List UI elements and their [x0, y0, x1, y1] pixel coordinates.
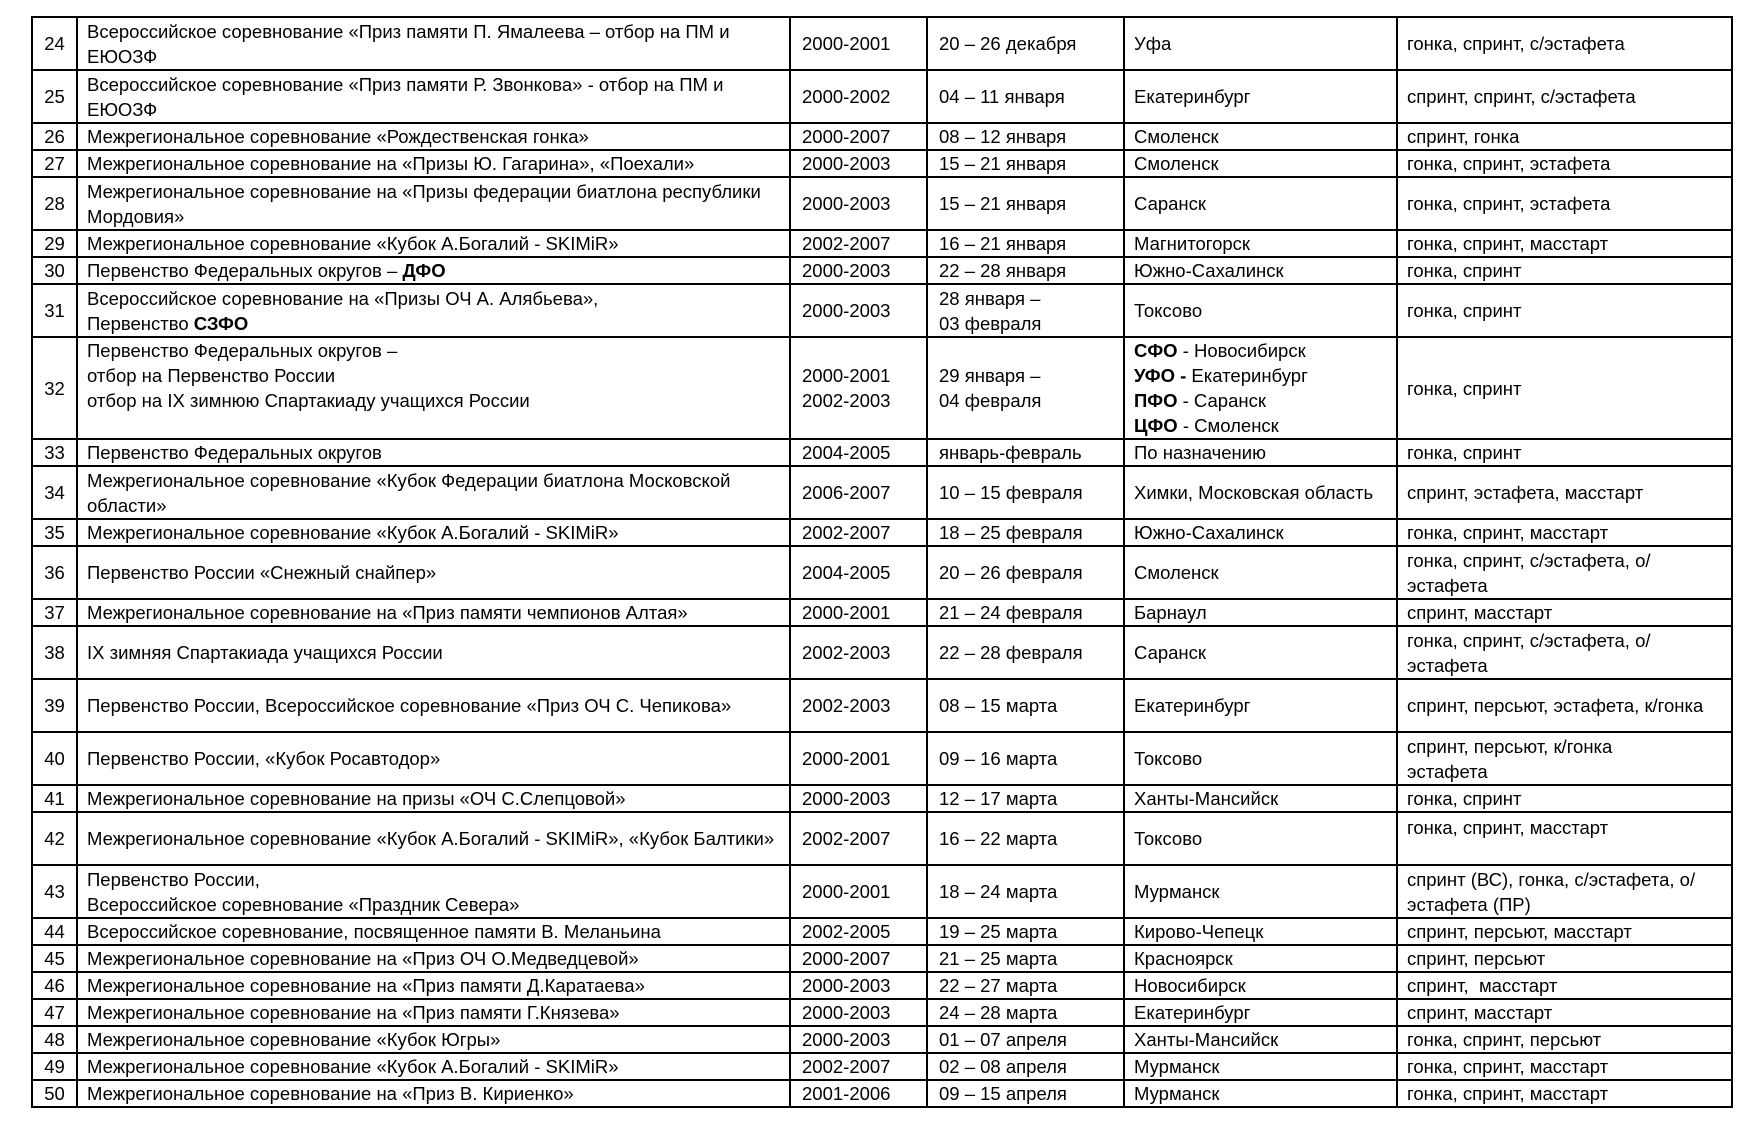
event-types: гонка, спринт, эстафета — [1397, 177, 1732, 230]
age-years: 2000-2003 — [790, 257, 927, 284]
competition-name: Межрегиональное соревнование «Кубок А.Богалий - SKIMiR» — [77, 1053, 790, 1080]
dates: январь-февраль — [927, 439, 1124, 466]
table-row — [32, 999, 1732, 1026]
row-number: 50 — [32, 1080, 77, 1107]
dates: 18 – 25 февраля — [927, 519, 1124, 546]
dates: 21 – 25 марта — [927, 945, 1124, 972]
table-row — [32, 466, 1732, 519]
venue-city: Екатеринбург — [1186, 365, 1308, 386]
age-line: 2002-2003 — [802, 390, 891, 411]
event-types: спринт, масстарт — [1397, 999, 1732, 1026]
venue: Барнаул — [1124, 599, 1397, 626]
competition-name: Межрегиональное соревнование на «Призы федерации биатлона республики Мордовия» — [77, 177, 790, 230]
age-years: 2000-2003 — [790, 972, 927, 999]
table-row — [32, 918, 1732, 945]
name-text: Первенство — [87, 312, 194, 334]
venue: Ханты-Мансийск — [1124, 1026, 1397, 1053]
competition-name: IX зимняя Спартакиада учащихся России — [77, 626, 790, 679]
dates: 16 – 22 марта — [927, 812, 1124, 865]
age-years: 2000-2001 — [790, 599, 927, 626]
row-number: 27 — [32, 150, 77, 177]
table-row — [32, 812, 1732, 865]
row-number: 37 — [32, 599, 77, 626]
venue-city: - Новосибирск — [1177, 340, 1306, 361]
competition-name: Межрегиональное соревнование на «Приз памяти чемпионов Алтая» — [77, 599, 790, 626]
table-row — [32, 1080, 1732, 1107]
venue: Ханты-Мансийск — [1124, 785, 1397, 812]
competition-name: Первенство России, «Кубок Росавтодор» — [77, 732, 790, 785]
dates: 08 – 12 января — [927, 123, 1124, 150]
row-number: 49 — [32, 1053, 77, 1080]
venue: Магнитогорск — [1124, 230, 1397, 257]
row-number: 28 — [32, 177, 77, 230]
venue: Саранск — [1124, 177, 1397, 230]
competition-name — [77, 337, 790, 439]
dates: 15 – 21 января — [927, 177, 1124, 230]
table-row — [32, 865, 1732, 918]
table-row — [32, 785, 1732, 812]
competition-name: Первенство Федеральных округов — [77, 439, 790, 466]
name-line-empty — [87, 413, 780, 438]
district-code: СЗФО — [193, 312, 249, 334]
name-line: Всероссийское соревнование на «Призы ОЧ А. Алябьева», — [87, 287, 599, 309]
event-types: гонка, спринт — [1397, 284, 1732, 337]
district-code: ДФО — [402, 260, 446, 281]
dates: 15 – 21 января — [927, 150, 1124, 177]
district-code: СФО — [1134, 340, 1178, 361]
table-row — [32, 732, 1732, 785]
age-years: 2000-2003 — [790, 999, 927, 1026]
age-years: 2002-2003 — [790, 626, 927, 679]
dates: 18 – 24 марта — [927, 865, 1124, 918]
name-line: отбор на Первенство России — [87, 365, 336, 386]
age-years: 2000-2003 — [790, 284, 927, 337]
dates: 21 – 24 февраля — [927, 599, 1124, 626]
competition-name: Межрегиональное соревнование на «Приз ОЧ О.Медведцевой» — [77, 945, 790, 972]
competition-name: Межрегиональное соревнование на призы «ОЧ С.Слепцовой» — [77, 785, 790, 812]
dates: 24 – 28 марта — [927, 999, 1124, 1026]
table-row — [32, 626, 1732, 679]
competition-name: Межрегиональное соревнование на «Приз В. Кириенко» — [77, 1080, 790, 1107]
row-number: 47 — [32, 999, 77, 1026]
event-types: спринт, эстафета, масстарт — [1397, 466, 1732, 519]
age-years: 2006-2007 — [790, 466, 927, 519]
event-types: спринт, гонка — [1397, 123, 1732, 150]
age-years: 2002-2007 — [790, 519, 927, 546]
table-row — [32, 257, 1732, 284]
venue: Токсово — [1124, 812, 1397, 865]
dates: 10 – 15 февраля — [927, 466, 1124, 519]
table-row — [32, 123, 1732, 150]
competition-name: Всероссийское соревнование, посвященное памяти В. Меланьина — [77, 918, 790, 945]
venue-city: - Саранск — [1177, 390, 1266, 411]
event-types: спринт (ВС), гонка, с/эстафета, о/эстафета (ПР) — [1397, 865, 1732, 918]
age-years: 2000-2002 — [790, 70, 927, 123]
venue: Мурманск — [1124, 865, 1397, 918]
row-number: 33 — [32, 439, 77, 466]
table-row — [32, 1026, 1732, 1053]
competition-name: Межрегиональное соревнование «Кубок Федерации биатлона Московской области» — [77, 466, 790, 519]
event-types: гонка, спринт — [1397, 785, 1732, 812]
row-number: 34 — [32, 466, 77, 519]
event-types: спринт, спринт, с/эстафета — [1397, 70, 1732, 123]
event-types: спринт, масстарт — [1397, 972, 1732, 999]
age-years: 2000-2001 — [790, 732, 927, 785]
competition-name: Всероссийское соревнование «Приз памяти П. Ямалеева – отбор на ПМ и ЕЮОЗФ — [77, 17, 790, 70]
dates: 08 – 15 марта — [927, 679, 1124, 732]
event-types: спринт, персьют, масстарт — [1397, 918, 1732, 945]
table-row — [32, 284, 1732, 337]
age-years: 2000-2003 — [790, 177, 927, 230]
row-number: 43 — [32, 865, 77, 918]
row-number: 30 — [32, 257, 77, 284]
row-number: 36 — [32, 546, 77, 599]
event-types — [1397, 732, 1732, 785]
event-types: гонка, спринт — [1397, 257, 1732, 284]
venue: Токсово — [1124, 732, 1397, 785]
age-years: 2002-2007 — [790, 1053, 927, 1080]
competition-name: Межрегиональное соревнование на «Приз памяти Д.Каратаева» — [77, 972, 790, 999]
event-types: гонка, спринт, с/эстафета — [1397, 17, 1732, 70]
row-number: 31 — [32, 284, 77, 337]
table-row — [32, 1053, 1732, 1080]
event-types: гонка, спринт — [1397, 439, 1732, 466]
row-number: 44 — [32, 918, 77, 945]
venue: По назначению — [1124, 439, 1397, 466]
age-years: 2000-2001 — [790, 865, 927, 918]
district-code: ЦФО — [1134, 415, 1178, 436]
venue-line — [1134, 338, 1387, 363]
competition-name: Межрегиональное соревнование «Кубок А.Богалий - SKIMiR» — [77, 230, 790, 257]
row-number: 38 — [32, 626, 77, 679]
age-years: 2000-2003 — [790, 1026, 927, 1053]
age-years: 2000-2003 — [790, 150, 927, 177]
dates-line: 03 февраля — [939, 312, 1042, 334]
dates: 01 – 07 апреля — [927, 1026, 1124, 1053]
event-types: гонка, спринт, эстафета — [1397, 150, 1732, 177]
event-types: гонка, спринт, масстарт — [1397, 230, 1732, 257]
dates: 04 – 11 января — [927, 70, 1124, 123]
competition-name: Всероссийское соревнование «Приз памяти Р. Звонкова» - отбор на ПМ и ЕЮОЗФ — [77, 70, 790, 123]
dates — [927, 284, 1124, 337]
dates-line: 29 января – — [939, 365, 1041, 386]
dates: 22 – 27 марта — [927, 972, 1124, 999]
name-text: Первенство Федеральных округов – — [87, 260, 403, 281]
table-row — [32, 599, 1732, 626]
dates: 12 – 17 марта — [927, 785, 1124, 812]
row-number: 41 — [32, 785, 77, 812]
venue — [1124, 337, 1397, 439]
row-number: 29 — [32, 230, 77, 257]
competition-name: Межрегиональное соревнование «Кубок А.Богалий - SKIMiR» — [77, 519, 790, 546]
name-line: Первенство России, — [87, 868, 260, 890]
table-row — [32, 546, 1732, 599]
venue: Новосибирск — [1124, 972, 1397, 999]
table-row — [32, 945, 1732, 972]
venue: Кирово-Чепецк — [1124, 918, 1397, 945]
venue: Токсово — [1124, 284, 1397, 337]
venue: Южно-Сахалинск — [1124, 257, 1397, 284]
competition-name: Межрегиональное соревнование на «Призы Ю. Гагарина», «Поехали» — [77, 150, 790, 177]
venue: Уфа — [1124, 17, 1397, 70]
table-row — [32, 230, 1732, 257]
table-row — [32, 439, 1732, 466]
venue: Екатеринбург — [1124, 999, 1397, 1026]
event-types: гонка, спринт, персьют — [1397, 1026, 1732, 1053]
table-row — [32, 972, 1732, 999]
name-line: Первенство Федеральных округов – — [87, 340, 398, 361]
age-years: 2002-2007 — [790, 230, 927, 257]
age-years: 2001-2006 — [790, 1080, 927, 1107]
row-number: 35 — [32, 519, 77, 546]
competition-name: Межрегиональное соревнование «Кубок А.Богалий - SKIMiR», «Кубок Балтики» — [77, 812, 790, 865]
venue: Красноярск — [1124, 945, 1397, 972]
table-row — [32, 679, 1732, 732]
age-years: 2002-2005 — [790, 918, 927, 945]
venue-line — [1134, 388, 1387, 413]
event-types: спринт, масстарт — [1397, 599, 1732, 626]
dates: 20 – 26 февраля — [927, 546, 1124, 599]
venue-city: - Смоленск — [1177, 415, 1279, 436]
row-number: 46 — [32, 972, 77, 999]
table-row — [32, 337, 1732, 439]
event-types: гонка, спринт, с/эстафета, о/эстафета — [1397, 626, 1732, 679]
name-line: отбор на IX зимнюю Спартакиаду учащихся России — [87, 390, 530, 411]
competition-name: Межрегиональное соревнование на «Приз памяти Г.Князева» — [77, 999, 790, 1026]
competitions-table — [31, 16, 1733, 1108]
venue-line — [1134, 363, 1387, 388]
age-years: 2004-2005 — [790, 546, 927, 599]
venue: Смоленск — [1124, 150, 1397, 177]
name-line — [87, 311, 780, 336]
age-line: 2000-2001 — [802, 365, 891, 386]
row-number: 48 — [32, 1026, 77, 1053]
dates — [927, 337, 1124, 439]
dates-line: 28 января – — [939, 287, 1041, 309]
venue: Южно-Сахалинск — [1124, 519, 1397, 546]
event-types: гонка, спринт, масстарт — [1397, 519, 1732, 546]
name-line: Всероссийское соревнование «Праздник Севера» — [87, 893, 520, 915]
dates: 19 – 25 марта — [927, 918, 1124, 945]
competition-name: Межрегиональное соревнование «Рождественская гонка» — [77, 123, 790, 150]
table-row — [32, 17, 1732, 70]
events-line: спринт, персьют, к/гонка — [1407, 735, 1613, 757]
dates: 09 – 15 апреля — [927, 1080, 1124, 1107]
venue: Мурманск — [1124, 1053, 1397, 1080]
events-line: эстафета — [1407, 760, 1488, 782]
event-types: гонка, спринт — [1397, 337, 1732, 439]
competition-name: Первенство России «Снежный снайпер» — [77, 546, 790, 599]
competition-name: Первенство России, Всероссийское соревнование «Приз ОЧ С. Чепикова» — [77, 679, 790, 732]
age-years: 2000-2001 — [790, 17, 927, 70]
dates: 22 – 28 января — [927, 257, 1124, 284]
table-row — [32, 70, 1732, 123]
event-types: гонка, спринт, масстарт — [1397, 1053, 1732, 1080]
age-years — [790, 337, 927, 439]
dates: 02 – 08 апреля — [927, 1053, 1124, 1080]
event-types: спринт, персьют, эстафета, к/гонка — [1397, 679, 1732, 732]
table-row — [32, 519, 1732, 546]
row-number: 25 — [32, 70, 77, 123]
event-types: гонка, спринт, масстарт — [1397, 812, 1732, 865]
row-number: 24 — [32, 17, 77, 70]
venue: Саранск — [1124, 626, 1397, 679]
table-row — [32, 150, 1732, 177]
table-row — [32, 177, 1732, 230]
row-number: 40 — [32, 732, 77, 785]
venue: Смоленск — [1124, 123, 1397, 150]
row-number: 26 — [32, 123, 77, 150]
venue: Мурманск — [1124, 1080, 1397, 1107]
competition-name — [77, 865, 790, 918]
venue: Екатеринбург — [1124, 70, 1397, 123]
competition-name — [77, 257, 790, 284]
competition-name: Межрегиональное соревнование «Кубок Югры» — [77, 1026, 790, 1053]
dates: 20 – 26 декабря — [927, 17, 1124, 70]
row-number: 32 — [32, 337, 77, 439]
venue: Смоленск — [1124, 546, 1397, 599]
dates: 22 – 28 февраля — [927, 626, 1124, 679]
dates: 09 – 16 марта — [927, 732, 1124, 785]
venue: Екатеринбург — [1124, 679, 1397, 732]
district-code: УФО - — [1134, 365, 1187, 386]
age-years: 2000-2007 — [790, 123, 927, 150]
event-types: спринт, персьют — [1397, 945, 1732, 972]
age-years: 2000-2007 — [790, 945, 927, 972]
district-code: ПФО — [1134, 390, 1178, 411]
row-number: 39 — [32, 679, 77, 732]
age-years: 2000-2003 — [790, 785, 927, 812]
age-years: 2002-2003 — [790, 679, 927, 732]
age-years: 2002-2007 — [790, 812, 927, 865]
event-types: гонка, спринт, масстарт — [1397, 1080, 1732, 1107]
dates-line: 04 февраля — [939, 390, 1042, 411]
age-years: 2004-2005 — [790, 439, 927, 466]
venue: Химки, Московская область — [1124, 466, 1397, 519]
dates: 16 – 21 января — [927, 230, 1124, 257]
competition-name — [77, 284, 790, 337]
venue-line — [1134, 413, 1387, 438]
row-number: 42 — [32, 812, 77, 865]
row-number: 45 — [32, 945, 77, 972]
event-types: гонка, спринт, с/эстафета, о/эстафета — [1397, 546, 1732, 599]
